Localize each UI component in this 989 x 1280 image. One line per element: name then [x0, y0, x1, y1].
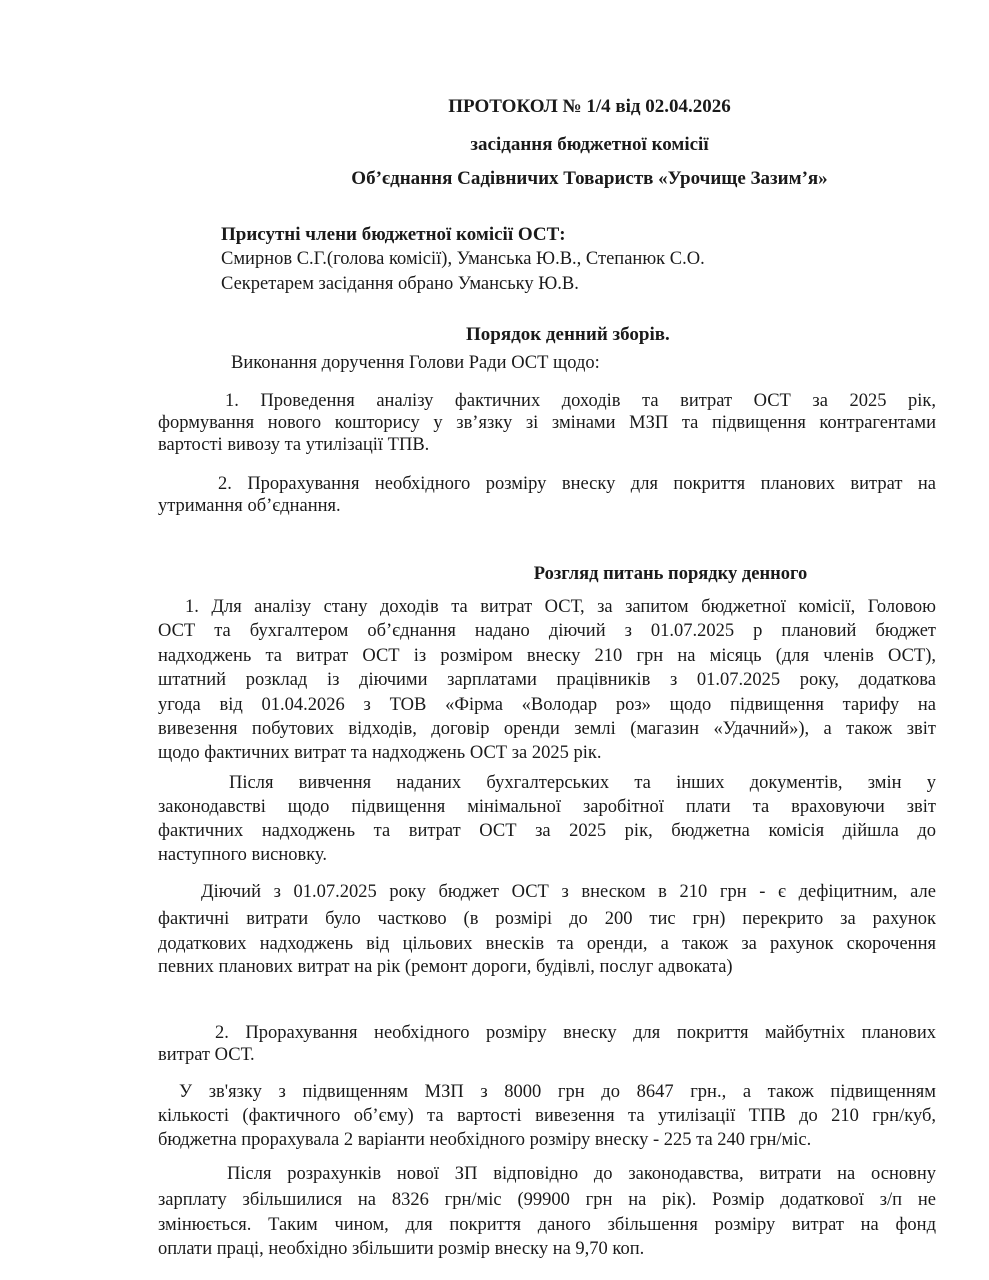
agenda-intro: Виконання доручення Голови Ради ОСТ щодо: — [231, 353, 600, 373]
review-p5-line1: У зв'язку з підвищенням МЗП з 8000 грн до 8647 грн., а також підвищенням — [179, 1082, 936, 1102]
review-p4-line2: витрат ОСТ. — [158, 1045, 255, 1065]
review-p3-line1: Діючий з 01.07.2025 року бюджет ОСТ з внеском в 210 грн - є дефіцитним, але — [201, 882, 936, 902]
agenda-item2-line2: утримання об’єднання. — [158, 496, 341, 516]
review-p3-line2: фактичні витрати було частково (в розмірі до 200 тис грн) перекрито за рахунок — [158, 909, 936, 929]
agenda-item1-line2: формування нового кошторису у зв’язку зі змінами МЗП та підвищення контрагентами — [158, 413, 936, 433]
review-p6-line4: оплати праці, необхідно збільшити розмір внеску на 9,70 коп. — [158, 1239, 645, 1259]
review-p2-line3: фактичних надходжень та витрат ОСТ за 2025 рік, бюджетна комісія дійшла до — [158, 821, 936, 841]
review-heading: Розгляд питань порядку денного — [533, 564, 808, 584]
review-p1-line4: штатний розклад із діючими зарплатами працівників з 01.07.2025 року, додаткова — [158, 670, 936, 690]
agenda-heading: Порядок денний зборів. — [466, 324, 670, 345]
attendees-heading: Присутні члени бюджетної комісії ОСТ: — [221, 224, 566, 245]
review-p3-line4: певних планових витрат на рік (ремонт дороги, будівлі, послуг адвоката) — [158, 957, 733, 977]
agenda-item1-line1: 1. Проведення аналізу фактичних доходів та витрат ОСТ за 2025 рік, — [225, 391, 936, 411]
review-p1-line6: вивезення побутових відходів, договір оренди землі (магазин «Удачний»), а також звіт — [158, 719, 936, 739]
review-p3-line3: додаткових надходжень від цільових внесків та оренди, а також за рахунок скорочення — [158, 934, 936, 954]
review-p1-line1: 1. Для аналізу стану доходів та витрат ОСТ, за запитом бюджетної комісії, Головою — [185, 597, 936, 617]
review-p1-line3: надходжень та витрат ОСТ із розміром внеску 210 грн на місяць (для членів ОСТ), — [158, 646, 936, 666]
review-p5-line2: кількості (фактичного об’єму) та вартості вивезення та утилізації ТПВ до 210 грн/куб, — [158, 1106, 936, 1126]
review-p5-line3: бюджетна прорахувала 2 варіанти необхідного розміру внеску - 225 та 240 грн/міс. — [158, 1130, 812, 1150]
review-p6-line3: змінюється. Таким чином, для покриття даного збільшення розміру витрат на фонд — [158, 1215, 936, 1235]
agenda-item1-line3: вартості вивозу та утилізації ТПВ. — [158, 435, 430, 455]
protocol-subtitle: засідання бюджетної комісії — [470, 134, 709, 155]
review-p2-line2: законодавстві щодо підвищення мінімальної заробітної плати та враховуючи звіт — [158, 797, 936, 817]
review-p1-line7: щодо фактичних витрат та надходжень ОСТ за 2025 рік. — [158, 743, 602, 763]
review-p6-line2: зарплату збільшилися на 8326 грн/міс (99900 грн на рік). Розмір додаткової з/п не — [158, 1190, 936, 1210]
attendees-secretary: Секретарем засідання обрано Уманську Ю.В. — [221, 274, 579, 294]
review-p2-line4: наступного висновку. — [158, 845, 327, 865]
review-p4-line1: 2. Прорахування необхідного розміру внеску для покриття майбутніх планових — [215, 1023, 936, 1043]
review-p6-line1: Після розрахунків нової ЗП відповідно до законодавства, витрати на основну — [227, 1164, 936, 1184]
organization-name: Об’єднання Садівничих Товариств «Урочище Зазим’я» — [351, 168, 828, 189]
review-p1-line5: угода від 01.04.2026 з ТОВ «Фірма «Володар роз» щодо підвищення тарифу на — [158, 695, 936, 715]
agenda-item2-line1: 2. Прорахування необхідного розміру внеску для покриття планових витрат на — [218, 474, 936, 494]
attendees-members: Смирнов С.Г.(голова комісії), Уманська Ю.В., Степанюк С.О. — [221, 249, 705, 269]
review-p2-line1: Після вивчення наданих бухгалтерських та інших документів, змін у — [229, 773, 936, 793]
review-p1-line2: ОСТ та бухгалтером об’єднання надано діючий з 01.07.2025 р плановий бюджет — [158, 621, 936, 641]
protocol-title: ПРОТОКОЛ № 1/4 від 02.04.2026 — [448, 96, 731, 117]
